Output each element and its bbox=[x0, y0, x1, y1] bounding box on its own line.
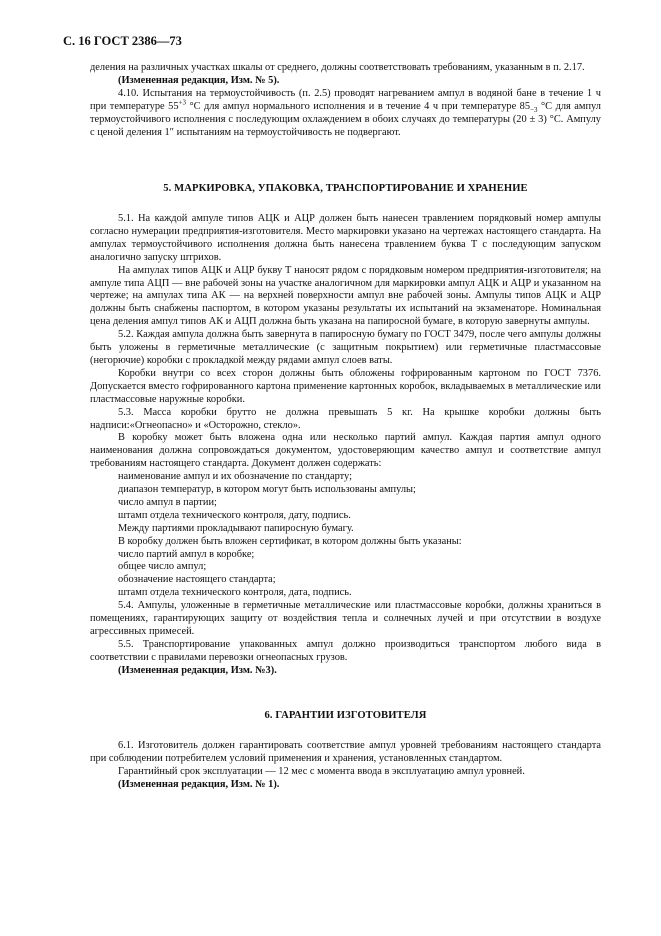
paragraph-5-2-cont: Коробки внутри со всех сторон должны быть обложены гофрированным картоном по ГОСТ 7376. Допускается вместо гофрированного картона применение картонных коробок, вкладываемых в металлические или пластмассовые наружные коробки. bbox=[90, 367, 601, 405]
amendment-note: (Измененная редакция, Изм. № 1). bbox=[118, 778, 280, 790]
section-5-body bbox=[90, 213, 601, 678]
list-item: число партий ампул в коробке; bbox=[118, 548, 255, 560]
paragraph-4-10 bbox=[90, 88, 601, 140]
paragraph-5-3: 5.3. Масса коробки брутто не должна превышать 5 кг. На крышке коробки должны быть надписи:«Огнеопасно» и «Осторожно, стекло». bbox=[90, 406, 601, 431]
section-6-title: 6. ГАРАНТИИ ИЗГОТОВИТЕЛЯ bbox=[264, 710, 427, 721]
list-item: общее число ампул; bbox=[118, 561, 207, 573]
p410-text-b: °С для ампул нормального исполнения и в течение 4 ч при температуре 85 bbox=[185, 100, 531, 112]
paragraph-continuation: деления на различных участках шкалы от среднего, должны соответствовать требованиям, указанным в п. 2.17. bbox=[90, 62, 585, 73]
paragraph-5-4: 5.4. Ампулы, уложенные в герметичные металлические или пластмассовые коробки, должны храниться в помещениях, гарантирующих защиту от воздействия тепла и солнечных лучей и при отсутствии в воздухе агрессивных примесей. bbox=[90, 600, 601, 637]
section-6-body bbox=[90, 740, 601, 792]
paragraph-5-1: 5.1. На каждой ампуле типов АЦК и АЦР должен быть нанесен травлением порядковый номер ампулы согласно нумерации предприятия-изготовителя. Место маркировки указано на чертежах настоящего стандарта. На ампулах термоустойчивого исполнения должна быть нанесена травлением буква Т с последующим запуском аналогично запуску штрихов. bbox=[90, 213, 601, 263]
list-item: штамп отдела технического контроля, дата, подпись. bbox=[118, 587, 352, 599]
paragraph-5-3-cont: В коробку может быть вложена одна или несколько партий ампул. Каждая партия ампул одного наименования должна сопровождаться документом, удостоверяющим качество ампул и соответствие ампул требованиям настоящего стандарта. Документ должен содержать: bbox=[90, 432, 601, 470]
paragraph-5-2: 5.2. Каждая ампула должна быть завернута в папиросную бумагу по ГОСТ 3479, после чего ампулы должны быть уложены в герметичные металлические (с защитным покрытием) или герметичные пластмассовые (негорючие) коробки с прокладкой между рядами ампул слоев ваты. bbox=[90, 329, 601, 366]
list-item: штамп отдела технического контроля, дату, подпись. bbox=[118, 509, 351, 521]
section-5-title: 5. МАРКИРОВКА, УПАКОВКА, ТРАНСПОРТИРОВАНИЕ И ХРАНЕНИЕ bbox=[163, 183, 528, 194]
paragraph-6-1: 6.1. Изготовитель должен гарантировать соответствие ампул уровней требованиям настоящего стандарта при соблюдении потребителем условий применения и хранения, установленных стандартом. bbox=[90, 740, 601, 764]
list-item: наименование ампул и их обозначение по стандарту; bbox=[118, 471, 352, 483]
list-item: диапазон температур, в котором могут быть использованы ампулы; bbox=[118, 484, 416, 496]
p410-text-c: °С для ампул термоустойчивого исполнения с последующим охлаждением в обоих случаях до температуры (20 ± 3) °С. Ампулу с ценой деления 1″ испытаниям на термоустойчивость не подвергают. bbox=[90, 100, 601, 138]
list-item: В коробку должен быть вложен сертификат, в котором должны быть указаны: bbox=[118, 535, 462, 547]
amendment-note: (Измененная редакция, Изм. №3). bbox=[118, 664, 277, 676]
paragraph-6-1-cont: Гарантийный срок эксплуатации — 12 мес с момента ввода в эксплуатацию ампул уровней. bbox=[118, 765, 525, 777]
list-item: обозначение настоящего стандарта; bbox=[118, 574, 276, 586]
page-header: С. 16 ГОСТ 2386—73 bbox=[63, 34, 182, 48]
list-item: Между партиями прокладывают папиросную бумагу. bbox=[118, 522, 354, 534]
list-item: число ампул в партии; bbox=[118, 496, 217, 508]
intro-block bbox=[90, 62, 601, 139]
amendment-note: (Измененная редакция, Изм. № 5). bbox=[118, 74, 280, 86]
p410-tolerance-sub: −3 bbox=[530, 105, 538, 114]
paragraph-5-1-cont: На ампулах типов АЦК и АЦР букву Т наносят рядом с порядковым номером предприятия-изготовителя; на ампуле типа АЦП — вне рабочей зоны на участке аналогичном для маркировки ампул АЦК и АЦР и указанном на чертеже; на ампулах типа АК — на верхней поверхности ампул вне рабочей зоны. Ампулы типов АЦК и АЦР должны быть снабжены паспортом, в котором указаны результаты их испытаний на экзаменаторе. Номинальная цена деления ампул типов АК и АЦП должна быть указана на папиросной бумаге, в которую завернуты ампулы. bbox=[90, 264, 601, 328]
p410-tolerance-sup: +3 bbox=[178, 98, 186, 107]
p410-text-a: 4.10. Испытания на термоустойчивость (п. 2.5) проводят нагреванием ампул в водяной бане в течение 1 ч при температуре 55 bbox=[90, 87, 601, 112]
paragraph-5-5: 5.5. Транспортирование упакованных ампул должно производиться транспортом любого вида в соответствии с правилами перевозки огнеопасных грузов. bbox=[90, 638, 601, 663]
